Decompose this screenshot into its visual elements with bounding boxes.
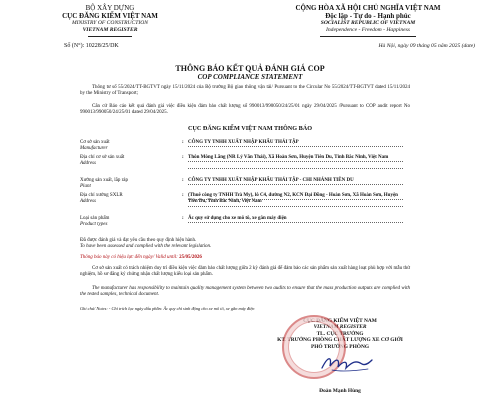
signer-agency: CỤC ĐĂNG KIỂM VIỆT NAM: [303, 318, 377, 324]
title-en: COP COMPLIANCE STATEMENT: [197, 73, 303, 81]
ministry-name: BỘ XÂY DỰNG: [85, 4, 135, 12]
manufacturer-label-en: Manufacturer: [80, 146, 108, 152]
colon: :: [182, 193, 184, 198]
manufacturer-address-label-vi: Địa chỉ cơ sở sản xuất: [80, 155, 125, 160]
plant-label-en: Plant: [80, 184, 91, 190]
colon: :: [182, 155, 184, 160]
assessment-result-en: To have been assessed and complied with the relevant legislation.: [80, 244, 212, 250]
agency-name: CỤC ĐĂNG KIỂM VIỆT NAM: [62, 12, 158, 20]
details-list: [0, 140, 500, 235]
notes-line: Ghi chú/ Notes: - Chỉ trích lục ngày dấu phần: Ắc quy chỉ sinh động cho xe mô tô, xe gắn máy điện: [80, 306, 255, 311]
assessment-result: [80, 238, 410, 250]
manufacturer-value: CÔNG TY TNHH XUẤT NHẬP KHẨU THÁI TẬP: [188, 140, 299, 145]
plant-address-value: (Thuê công ty TNHH Trà My), lô C4, đường N2, KCN Đại Đồng - Hoàn Sơn, Xã Hoàn Sơn, Huyện Tiên Du, Tỉnh Bắc Ninh, Việt Nam: [188, 193, 398, 205]
signer-department: KT. TRƯỞNG PHÒNG CHẤT LƯỢNG XE CƠ GIỚI: [277, 337, 403, 344]
dotted-line: [188, 161, 403, 162]
manufacturer-address-label: [80, 155, 180, 167]
header-left-rule: [88, 36, 132, 37]
plant-label-vi: Xưởng sản xuất, lắp ráp: [80, 178, 128, 183]
signer-on-behalf: TL. CỤC TRƯỞNG: [316, 330, 364, 337]
dotted-line: [188, 222, 403, 223]
title-vi: THÔNG BÁO KẾT QUẢ ĐÁNH GIÁ COP: [175, 64, 325, 73]
product-type-label-vi: Loại sản phẩm: [80, 216, 110, 221]
country-name: CỘNG HÒA XÃ HỘI CHỦ NGHĨA VIỆT NAM: [295, 4, 441, 12]
validity-label: Thông báo này có hiệu lực đến ngày/ Valid until:: [80, 255, 180, 260]
header-left: [40, 4, 180, 34]
national-motto: Độc lập - Tự do - Hạnh phúc: [325, 12, 411, 20]
signer-name: Đoàn Mạnh Hùng: [319, 388, 361, 394]
assessment-result-vi: Đã được đánh giá và đạt yêu cầu theo quy định hiện hành.: [80, 238, 197, 243]
intro-paragraph-1: Thông tư số 55/2024/TT-BGTVT ngày 15/11/2024 của Bộ trưởng Bộ giao thông vận tải/ Pursuant to the Circular No 55/2024/TT-BGTVT dated 15/11/2024 by the Ministry of Transport;: [80, 85, 410, 97]
manufacturer-label: [80, 140, 180, 152]
manufacturer-label-vi: Cơ sở sản xuất: [80, 140, 110, 145]
colon: :: [182, 216, 184, 221]
agency-name-en: VIETNAM REGISTER: [82, 27, 138, 33]
validity-line: [80, 255, 410, 261]
signer-title: PHÓ TRƯỞNG PHÒNG: [310, 343, 370, 350]
manufacturer-address-label-en: Address: [80, 161, 96, 167]
colon: :: [182, 178, 184, 183]
plant-address-label-vi: Địa chỉ xưởng SXLR: [80, 193, 123, 198]
product-type-label-en: Product types: [80, 222, 108, 228]
product-type-label: [80, 216, 180, 228]
dotted-line: [188, 168, 403, 169]
header-right: [268, 4, 468, 34]
dotted-line: [188, 206, 403, 207]
plant-value: CÔNG TY TNHH XUẤT NHẬP KHẨU THÁI TẬP - CHI NHÁNH TIÊN DU: [188, 178, 354, 183]
dotted-line: [188, 199, 403, 200]
header-right-rule: [320, 36, 416, 37]
dotted-line: [188, 184, 403, 185]
colon: :: [182, 140, 184, 145]
plant-label: [80, 178, 180, 190]
issue-date: Hà Nội, ngày 09 tháng 05 năm 2025 (date): [378, 43, 475, 49]
responsibility-vi: Cơ sở sản xuất có trách nhiệm duy trì điều kiện việc đảm bảo chất lượng giữa 2 kỳ đánh giá để đảm bảo các sản phẩm sản xuất hàng loạt phù hợp với mẫu thử nghiệm, hồ sơ đăng ký chứng nhận chất lượng kiểu loại sản phẩm.: [80, 266, 410, 278]
responsibility-en: The manufacturer has responsibility to maintain quality management system between two audits to ensure that the mass production outputs are complied with the tested samples, technical document.: [80, 286, 410, 298]
plant-address-label-en: Address: [80, 199, 96, 205]
validity-date: 25/05/2026: [179, 255, 202, 260]
intro-paragraph-2: Căn cứ Báo cáo kết quả đánh giá việc điều kiện đảm bảo chất lượng số 990013/990050/24/25/01 ngày 29/04/2025 /Pursuant to COP audit report No 990013/990050/24/25/01 dated 29/04/2025.: [80, 104, 410, 116]
signer-agency-en: VIETNAM REGISTER: [313, 324, 367, 331]
country-name-en: SOCIALIST REPUBLIC OF VIETNAM: [320, 20, 416, 26]
manufacturer-address-value: Thôn Mông Lãng (NR Lý Văn Thái), Xã Hoàn Sơn, Huyện Tiên Du, Tỉnh Bắc Ninh, Việt Nam: [188, 155, 389, 160]
product-type-value: Ắc quy sử dụng cho xe mô tô, xe gắn máy điện: [188, 216, 287, 221]
dotted-line: [188, 146, 403, 147]
handwritten-signature: [318, 352, 376, 374]
national-motto-en: Independence - Freedom - Happiness: [326, 27, 410, 33]
ministry-name-en: MINISTRY OF CONSTRUCTION: [71, 20, 149, 26]
notice-heading: CỤC ĐĂNG KIỂM VIỆT NAM THÔNG BÁO: [187, 125, 313, 132]
plant-address-label: [80, 193, 180, 205]
document-number: Số (N°): 10228/25/DK: [64, 43, 119, 49]
